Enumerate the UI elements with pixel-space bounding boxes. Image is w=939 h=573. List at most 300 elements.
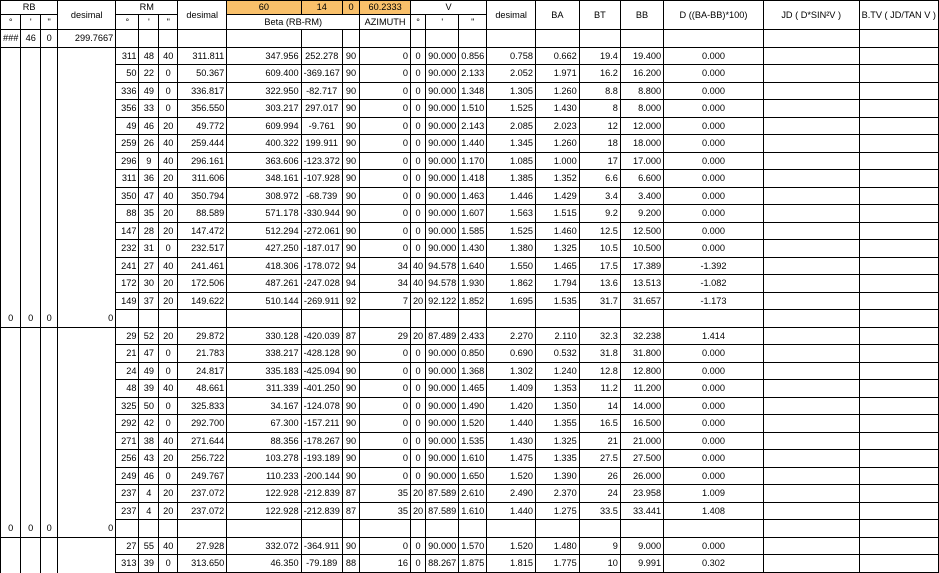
empty-cell[interactable] — [139, 520, 159, 538]
data-cell[interactable]: 0 — [360, 380, 411, 398]
empty-cell[interactable] — [1, 152, 21, 170]
data-cell[interactable]: 2.023 — [536, 117, 580, 135]
data-cell[interactable] — [763, 345, 859, 363]
header-rb[interactable]: RB — [1, 1, 58, 15]
data-cell[interactable]: 3.4 — [579, 187, 620, 205]
data-cell[interactable]: 1.535 — [536, 292, 580, 310]
data-cell[interactable]: 9 — [579, 537, 620, 555]
data-cell[interactable] — [859, 292, 938, 310]
data-cell[interactable]: 1.930 — [459, 275, 487, 293]
data-cell[interactable]: 27 — [139, 257, 159, 275]
empty-cell[interactable] — [426, 310, 459, 328]
data-cell[interactable]: 0 — [410, 82, 425, 100]
data-cell[interactable]: 1.408 — [664, 502, 764, 520]
data-cell[interactable]: 313.650 — [178, 555, 227, 573]
data-cell[interactable]: 0.000 — [664, 345, 764, 363]
empty-cell[interactable] — [58, 187, 116, 205]
data-cell[interactable] — [859, 275, 938, 293]
data-cell[interactable]: 241.461 — [178, 257, 227, 275]
data-cell[interactable]: 90.000 — [426, 47, 459, 65]
data-cell[interactable]: 1.385 — [487, 170, 536, 188]
data-cell[interactable]: 29 — [116, 327, 139, 345]
data-cell[interactable]: 35 — [139, 205, 159, 223]
data-cell[interactable]: 487.261 — [227, 275, 301, 293]
empty-cell[interactable] — [536, 520, 580, 538]
data-cell[interactable]: 1.430 — [459, 240, 487, 258]
data-cell[interactable]: 0 — [360, 100, 411, 118]
empty-cell[interactable] — [58, 502, 116, 520]
data-cell[interactable]: 0.000 — [664, 432, 764, 450]
empty-cell[interactable] — [1, 432, 21, 450]
data-cell[interactable]: 0 — [360, 222, 411, 240]
data-cell[interactable] — [859, 65, 938, 83]
data-cell[interactable]: 0 — [159, 467, 178, 485]
data-cell[interactable]: 1.465 — [459, 380, 487, 398]
data-cell[interactable]: 249 — [116, 467, 139, 485]
data-cell[interactable]: 17.389 — [620, 257, 663, 275]
data-cell[interactable]: 87 — [342, 502, 359, 520]
data-cell[interactable]: 13.513 — [620, 275, 663, 293]
empty-cell[interactable] — [41, 502, 58, 520]
data-cell[interactable]: 90 — [342, 205, 359, 223]
empty-cell[interactable] — [360, 310, 411, 328]
data-cell[interactable]: 40 — [159, 257, 178, 275]
rb-cell[interactable]: 299.7667 — [58, 30, 116, 48]
data-cell[interactable]: 2.133 — [459, 65, 487, 83]
data-cell[interactable]: 90.000 — [426, 117, 459, 135]
data-cell[interactable]: 311 — [116, 47, 139, 65]
data-cell[interactable]: 46.350 — [227, 555, 301, 573]
empty-cell[interactable] — [58, 555, 116, 573]
data-cell[interactable]: 0.758 — [487, 47, 536, 65]
data-cell[interactable]: 0.000 — [664, 222, 764, 240]
empty-cell[interactable] — [139, 310, 159, 328]
data-cell[interactable]: 1.794 — [536, 275, 580, 293]
data-cell[interactable]: 0.000 — [664, 65, 764, 83]
data-cell[interactable]: 90 — [342, 415, 359, 433]
data-cell[interactable]: -212.839 — [301, 502, 342, 520]
data-cell[interactable] — [859, 187, 938, 205]
data-cell[interactable]: 1.650 — [459, 467, 487, 485]
data-cell[interactable]: 1.971 — [536, 65, 580, 83]
data-cell[interactable]: 1.440 — [459, 135, 487, 153]
data-cell[interactable]: -178.267 — [301, 432, 342, 450]
data-cell[interactable]: 3.400 — [620, 187, 663, 205]
data-cell[interactable]: 21 — [116, 345, 139, 363]
data-cell[interactable]: 12.8 — [579, 362, 620, 380]
data-cell[interactable]: -123.372 — [301, 152, 342, 170]
empty-cell[interactable] — [579, 520, 620, 538]
data-cell[interactable]: 20 — [159, 502, 178, 520]
data-cell[interactable]: 90 — [342, 380, 359, 398]
data-cell[interactable]: 50.367 — [178, 65, 227, 83]
data-cell[interactable] — [763, 397, 859, 415]
data-cell[interactable]: 90 — [342, 152, 359, 170]
data-cell[interactable]: 1.275 — [536, 502, 580, 520]
empty-cell[interactable] — [1, 397, 21, 415]
empty-cell[interactable] — [41, 257, 58, 275]
data-cell[interactable]: 29.872 — [178, 327, 227, 345]
data-cell[interactable]: 31.800 — [620, 345, 663, 363]
data-cell[interactable]: 90.000 — [426, 100, 459, 118]
data-cell[interactable]: 296.161 — [178, 152, 227, 170]
data-cell[interactable]: 0.662 — [536, 47, 580, 65]
empty-cell[interactable] — [21, 257, 41, 275]
data-cell[interactable]: 1.345 — [487, 135, 536, 153]
data-cell[interactable] — [763, 415, 859, 433]
empty-cell[interactable] — [21, 292, 41, 310]
data-cell[interactable]: 24 — [579, 485, 620, 503]
empty-cell[interactable] — [1, 292, 21, 310]
data-cell[interactable]: 237 — [116, 485, 139, 503]
data-cell[interactable]: 237.072 — [178, 502, 227, 520]
data-cell[interactable]: 35 — [360, 485, 411, 503]
header-ba[interactable]: BA — [536, 1, 580, 30]
empty-cell[interactable] — [664, 520, 764, 538]
data-cell[interactable]: 31.657 — [620, 292, 663, 310]
data-cell[interactable]: 20 — [159, 485, 178, 503]
data-cell[interactable]: 90.000 — [426, 152, 459, 170]
data-cell[interactable] — [859, 432, 938, 450]
data-cell[interactable]: 0 — [410, 47, 425, 65]
data-cell[interactable] — [859, 82, 938, 100]
data-cell[interactable]: 0 — [410, 397, 425, 415]
data-cell[interactable]: 147.472 — [178, 222, 227, 240]
data-cell[interactable]: 0 — [360, 415, 411, 433]
data-cell[interactable]: 0 — [360, 467, 411, 485]
data-cell[interactable]: 1.490 — [459, 397, 487, 415]
empty-cell[interactable] — [21, 100, 41, 118]
data-cell[interactable]: 0 — [360, 362, 411, 380]
empty-cell[interactable] — [41, 65, 58, 83]
data-cell[interactable] — [859, 467, 938, 485]
data-cell[interactable]: 2.610 — [459, 485, 487, 503]
data-cell[interactable]: 16.200 — [620, 65, 663, 83]
data-cell[interactable]: 90 — [342, 117, 359, 135]
empty-cell[interactable] — [58, 362, 116, 380]
data-cell[interactable]: 0 — [360, 205, 411, 223]
data-cell[interactable] — [763, 65, 859, 83]
rb-cell[interactable]: 0 — [1, 520, 21, 538]
empty-cell[interactable] — [21, 65, 41, 83]
data-cell[interactable]: 1.430 — [487, 432, 536, 450]
data-cell[interactable] — [859, 170, 938, 188]
data-cell[interactable]: 311.339 — [227, 380, 301, 398]
data-cell[interactable]: 1.520 — [487, 537, 536, 555]
data-cell[interactable]: 0 — [410, 537, 425, 555]
data-cell[interactable]: -401.250 — [301, 380, 342, 398]
data-cell[interactable]: 8.8 — [579, 82, 620, 100]
empty-cell[interactable] — [116, 310, 139, 328]
data-cell[interactable]: 90 — [342, 537, 359, 555]
data-cell[interactable]: 0 — [410, 152, 425, 170]
empty-cell[interactable] — [58, 222, 116, 240]
data-cell[interactable]: 149 — [116, 292, 139, 310]
data-cell[interactable]: 47 — [139, 345, 159, 363]
empty-cell[interactable] — [1, 275, 21, 293]
data-cell[interactable]: 90 — [342, 432, 359, 450]
data-cell[interactable]: 1.240 — [536, 362, 580, 380]
data-cell[interactable]: 13.6 — [579, 275, 620, 293]
data-cell[interactable]: 303.217 — [227, 100, 301, 118]
empty-cell[interactable] — [21, 117, 41, 135]
empty-cell[interactable] — [1, 362, 21, 380]
data-cell[interactable]: -9.761 — [301, 117, 342, 135]
data-cell[interactable]: 0 — [360, 47, 411, 65]
data-cell[interactable]: 1.463 — [459, 187, 487, 205]
data-cell[interactable]: 0 — [410, 100, 425, 118]
empty-cell[interactable] — [21, 467, 41, 485]
empty-cell[interactable] — [58, 467, 116, 485]
empty-cell[interactable] — [301, 30, 342, 48]
data-cell[interactable] — [763, 362, 859, 380]
empty-cell[interactable] — [58, 240, 116, 258]
data-cell[interactable]: 90.000 — [426, 222, 459, 240]
empty-cell[interactable] — [21, 205, 41, 223]
data-cell[interactable]: 9 — [139, 152, 159, 170]
data-cell[interactable] — [859, 555, 938, 573]
data-cell[interactable]: -369.167 — [301, 65, 342, 83]
data-cell[interactable] — [859, 117, 938, 135]
empty-cell[interactable] — [21, 502, 41, 520]
data-cell[interactable]: 325 — [116, 397, 139, 415]
data-cell[interactable]: 1.525 — [487, 100, 536, 118]
data-cell[interactable]: 67.300 — [227, 415, 301, 433]
data-cell[interactable]: 356 — [116, 100, 139, 118]
empty-cell[interactable] — [21, 327, 41, 345]
data-cell[interactable]: 94 — [342, 275, 359, 293]
data-cell[interactable]: 87 — [342, 327, 359, 345]
data-cell[interactable]: 90 — [342, 362, 359, 380]
empty-cell[interactable] — [301, 520, 342, 538]
empty-cell[interactable] — [41, 152, 58, 170]
data-cell[interactable]: 297.017 — [301, 100, 342, 118]
data-cell[interactable]: 0 — [410, 205, 425, 223]
data-cell[interactable]: 1.352 — [536, 170, 580, 188]
data-cell[interactable]: 34 — [360, 257, 411, 275]
data-cell[interactable]: -420.039 — [301, 327, 342, 345]
data-cell[interactable] — [763, 222, 859, 240]
data-cell[interactable]: 87.489 — [426, 327, 459, 345]
data-cell[interactable]: 20 — [410, 485, 425, 503]
data-cell[interactable]: 330.128 — [227, 327, 301, 345]
data-cell[interactable]: 16.500 — [620, 415, 663, 433]
header-v-min[interactable]: ' — [426, 15, 459, 30]
data-cell[interactable]: 33.5 — [579, 502, 620, 520]
data-cell[interactable]: 0.856 — [459, 47, 487, 65]
data-cell[interactable]: 49.772 — [178, 117, 227, 135]
data-cell[interactable]: 20 — [159, 205, 178, 223]
data-cell[interactable]: 1.585 — [459, 222, 487, 240]
empty-cell[interactable] — [21, 222, 41, 240]
data-cell[interactable]: 1.610 — [459, 502, 487, 520]
data-cell[interactable]: 0.000 — [664, 135, 764, 153]
data-cell[interactable]: 39 — [139, 380, 159, 398]
data-cell[interactable]: 1.260 — [536, 82, 580, 100]
data-cell[interactable]: 26 — [139, 135, 159, 153]
data-cell[interactable]: 256.722 — [178, 450, 227, 468]
data-cell[interactable]: 122.928 — [227, 502, 301, 520]
data-cell[interactable]: 0.302 — [664, 555, 764, 573]
header-rb-desimal[interactable]: desimal — [58, 1, 116, 30]
empty-cell[interactable] — [21, 47, 41, 65]
data-cell[interactable]: 0.000 — [664, 362, 764, 380]
data-cell[interactable] — [763, 537, 859, 555]
empty-cell[interactable] — [1, 485, 21, 503]
empty-cell[interactable] — [536, 30, 580, 48]
empty-cell[interactable] — [41, 82, 58, 100]
rb-cell[interactable]: ### — [1, 30, 21, 48]
data-cell[interactable]: 400.322 — [227, 135, 301, 153]
data-cell[interactable]: 40 — [159, 187, 178, 205]
data-cell[interactable]: 0 — [410, 222, 425, 240]
data-cell[interactable]: 0 — [410, 65, 425, 83]
empty-cell[interactable] — [58, 485, 116, 503]
empty-cell[interactable] — [41, 345, 58, 363]
empty-cell[interactable] — [58, 327, 116, 345]
data-cell[interactable]: 20 — [410, 292, 425, 310]
data-cell[interactable]: 347.956 — [227, 47, 301, 65]
data-cell[interactable]: 90.000 — [426, 415, 459, 433]
data-cell[interactable]: -1.392 — [664, 257, 764, 275]
empty-cell[interactable] — [620, 520, 663, 538]
data-cell[interactable]: 90.000 — [426, 240, 459, 258]
empty-cell[interactable] — [178, 310, 227, 328]
empty-cell[interactable] — [536, 310, 580, 328]
data-cell[interactable]: 1.009 — [664, 485, 764, 503]
empty-cell[interactable] — [178, 30, 227, 48]
rb-cell[interactable]: 0 — [58, 310, 116, 328]
empty-cell[interactable] — [21, 415, 41, 433]
data-cell[interactable]: 1.852 — [459, 292, 487, 310]
data-cell[interactable]: 6.6 — [579, 170, 620, 188]
data-cell[interactable]: 2.085 — [487, 117, 536, 135]
data-cell[interactable]: 1.430 — [536, 100, 580, 118]
empty-cell[interactable] — [58, 47, 116, 65]
empty-cell[interactable] — [178, 520, 227, 538]
data-cell[interactable]: 8.800 — [620, 82, 663, 100]
rb-cell[interactable]: 0 — [1, 310, 21, 328]
data-cell[interactable]: 1.446 — [487, 187, 536, 205]
data-cell[interactable]: 292.700 — [178, 415, 227, 433]
header-rm-sec[interactable]: " — [159, 15, 178, 30]
data-cell[interactable]: 9.200 — [620, 205, 663, 223]
data-cell[interactable]: 0 — [159, 555, 178, 573]
data-cell[interactable]: 0 — [360, 82, 411, 100]
data-cell[interactable]: 0 — [159, 345, 178, 363]
data-cell[interactable]: 87.589 — [426, 502, 459, 520]
data-cell[interactable]: 0.000 — [664, 170, 764, 188]
data-cell[interactable]: 17.5 — [579, 257, 620, 275]
data-cell[interactable]: 20 — [159, 117, 178, 135]
data-cell[interactable]: 1.610 — [459, 450, 487, 468]
empty-cell[interactable] — [360, 30, 411, 48]
data-cell[interactable]: 1.465 — [536, 257, 580, 275]
data-cell[interactable] — [859, 152, 938, 170]
data-cell[interactable]: 26 — [579, 467, 620, 485]
data-cell[interactable]: 33 — [139, 100, 159, 118]
data-cell[interactable]: -193.189 — [301, 450, 342, 468]
data-cell[interactable]: 7 — [360, 292, 411, 310]
data-cell[interactable]: 0.000 — [664, 450, 764, 468]
data-cell[interactable]: 90.000 — [426, 65, 459, 83]
empty-cell[interactable] — [58, 257, 116, 275]
data-cell[interactable]: 40 — [159, 135, 178, 153]
data-cell[interactable]: 22 — [139, 65, 159, 83]
data-cell[interactable]: 1.815 — [487, 555, 536, 573]
header-jd[interactable]: JD ( D*SIN²V ) — [763, 1, 859, 30]
data-cell[interactable]: 17 — [579, 152, 620, 170]
empty-cell[interactable] — [763, 310, 859, 328]
data-cell[interactable]: 20 — [159, 292, 178, 310]
data-cell[interactable]: 322.950 — [227, 82, 301, 100]
empty-cell[interactable] — [459, 310, 487, 328]
data-cell[interactable]: 11.200 — [620, 380, 663, 398]
empty-cell[interactable] — [620, 310, 663, 328]
data-cell[interactable]: 1.550 — [487, 257, 536, 275]
empty-cell[interactable] — [21, 380, 41, 398]
azimuth-sec-cell[interactable]: 0 — [342, 1, 359, 15]
data-cell[interactable]: 1.420 — [487, 397, 536, 415]
data-cell[interactable]: 20 — [159, 450, 178, 468]
header-rm[interactable]: RM — [116, 1, 178, 15]
data-cell[interactable]: 1.520 — [487, 467, 536, 485]
data-cell[interactable]: 90.000 — [426, 205, 459, 223]
empty-cell[interactable] — [1, 100, 21, 118]
data-cell[interactable]: 1.515 — [536, 205, 580, 223]
empty-cell[interactable] — [58, 100, 116, 118]
data-cell[interactable]: 90 — [342, 450, 359, 468]
header-v-sec[interactable]: " — [459, 15, 487, 30]
data-cell[interactable] — [763, 117, 859, 135]
data-cell[interactable]: 0.000 — [664, 205, 764, 223]
data-cell[interactable]: 0.000 — [664, 187, 764, 205]
data-cell[interactable]: 52 — [139, 327, 159, 345]
data-cell[interactable]: 1.085 — [487, 152, 536, 170]
data-cell[interactable]: 27.5 — [579, 450, 620, 468]
header-d[interactable]: D ((BA-BB)*100) — [664, 1, 764, 30]
empty-cell[interactable] — [41, 362, 58, 380]
empty-cell[interactable] — [426, 30, 459, 48]
empty-cell[interactable] — [21, 345, 41, 363]
empty-cell[interactable] — [41, 222, 58, 240]
data-cell[interactable]: 1.775 — [536, 555, 580, 573]
data-cell[interactable] — [859, 345, 938, 363]
data-cell[interactable]: 90 — [342, 135, 359, 153]
data-cell[interactable]: 0.000 — [664, 152, 764, 170]
empty-cell[interactable] — [342, 520, 359, 538]
data-cell[interactable]: 88.589 — [178, 205, 227, 223]
data-cell[interactable] — [859, 415, 938, 433]
data-cell[interactable]: 0.850 — [459, 345, 487, 363]
data-cell[interactable]: 110.233 — [227, 467, 301, 485]
data-cell[interactable]: 36 — [139, 170, 159, 188]
data-cell[interactable]: 43 — [139, 450, 159, 468]
data-cell[interactable]: 9.2 — [579, 205, 620, 223]
data-cell[interactable]: 27.928 — [178, 537, 227, 555]
data-cell[interactable]: 90.000 — [426, 362, 459, 380]
data-cell[interactable]: 259.444 — [178, 135, 227, 153]
data-cell[interactable]: 172 — [116, 275, 139, 293]
data-cell[interactable] — [763, 450, 859, 468]
data-cell[interactable]: 0.000 — [664, 100, 764, 118]
data-cell[interactable]: 1.520 — [459, 415, 487, 433]
empty-cell[interactable] — [21, 187, 41, 205]
data-cell[interactable] — [859, 240, 938, 258]
data-cell[interactable]: 90 — [342, 100, 359, 118]
data-cell[interactable]: 199.911 — [301, 135, 342, 153]
data-cell[interactable] — [763, 327, 859, 345]
